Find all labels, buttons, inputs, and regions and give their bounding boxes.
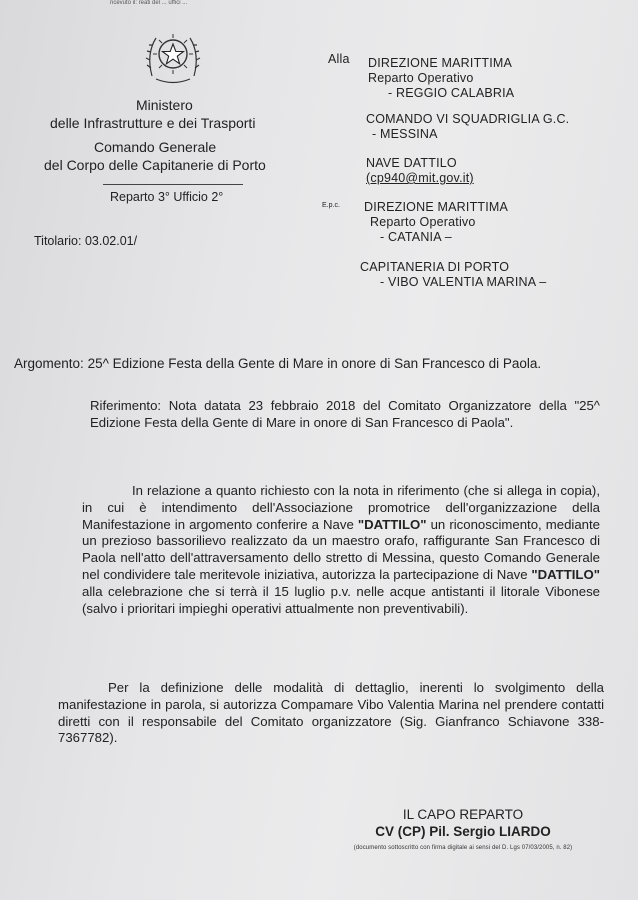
recipient-4-unit: Reparto Operativo	[370, 215, 476, 229]
subject-text: 25^ Edizione Festa della Gente di Mare in onore di San Francesco di Paola.	[87, 356, 542, 371]
italian-republic-emblem-icon	[142, 24, 204, 86]
recipient-4	[364, 200, 508, 245]
titolario-label: Titolario: 03.02.01/	[34, 234, 138, 248]
nave-dattilo-name-2: "DATTILO"	[531, 566, 600, 582]
recipient-1-name: DIREZIONE MARITTIMA	[368, 56, 513, 70]
recipient-5-city: - VIBO VALENTIA MARINA –	[380, 275, 547, 289]
signature-name: CV (CP) Pil. Sergio LIARDO	[375, 824, 551, 839]
paragraph-2-text: Per la definizione delle modalità di dettaglio, inerenti lo svolgimento della manifestazione in parola, si autorizza Compamare Vibo Valentia Marina nel prendere contatti diretti con il responsabile del Comitato organizzatore (Sig. Gianfranco Schiavone 338-7367782).	[58, 680, 604, 746]
recipient-1	[368, 56, 514, 101]
reference-block	[90, 398, 600, 431]
recipient-1-city: - REGGIO CALABRIA	[388, 86, 515, 100]
reference-text: Nota datata 23 febbraio 2018 del Comitato Organizzatore della "25^ Edizione Festa della Gente di Mare in onore di San Francesco di Paola".	[90, 398, 600, 430]
alla-label: Alla	[328, 52, 350, 66]
recipient-3	[366, 156, 474, 186]
recipient-2	[366, 112, 569, 142]
department-label: Reparto 3° Ufficio 2°	[110, 190, 224, 204]
recipient-4-name: DIREZIONE MARITTIMA	[364, 200, 509, 214]
corps-name: del Corpo delle Capitanerie di Porto	[44, 157, 266, 173]
top-strip: ricevuto il: reati del ... uffici ...	[110, 0, 188, 6]
reference-label: Riferimento:	[90, 398, 162, 413]
paragraph-1-text-c: alla celebrazione che si terrà il 15 luglio p.v. nelle acque antistanti il litorale Vibonese (salvo i prioritari impieghi operativi attualmente non preventivabili).	[82, 583, 600, 616]
command-name: Comando Generale	[94, 139, 217, 155]
paragraph-1-text-b: un riconoscimento, mediante un prezioso bassorilievo realizzato da un maestro orafo, raffigurante San Francesco di Paola nell'atto dell'attraversamento dello stretto di Messina, questo Comando Generale nel condividere tale meritevole iniziativa, autorizza la partecipazione di Nave	[82, 516, 601, 582]
nave-dattilo-name: "DATTILO"	[357, 516, 427, 532]
ministry-title: Ministero	[136, 97, 193, 113]
paragraph-1-text-a: In relazione a quanto richiesto con la nota in riferimento (che si allega in copia), in cui è intendimento dell'Associazione promotrice dell'organizzazione della Manifestazione in argomento conferire a Nave	[82, 483, 600, 532]
recipient-3-email: (cp940@mit.gov.it)	[366, 171, 474, 185]
epc-label: E.p.c.	[322, 202, 340, 209]
ministry-full-name: delle Infrastrutture e dei Trasporti	[50, 115, 256, 131]
subject-line	[14, 356, 541, 371]
recipient-3-name: NAVE DATTILO	[366, 156, 457, 170]
recipient-5-name: CAPITANERIA DI PORTO	[360, 260, 510, 274]
recipient-5	[360, 260, 546, 290]
recipient-2-name: COMANDO VI SQUADRIGLIA G.C.	[366, 112, 570, 126]
recipient-2-city: - MESSINA	[372, 127, 438, 141]
subject-label: Argomento:	[14, 356, 84, 371]
signature-title: IL CAPO REPARTO	[402, 807, 524, 822]
heading-divider	[103, 184, 243, 185]
signature-block	[318, 806, 608, 857]
signature-note: (documento sottoscritto con firma digitale ai sensi del D. Lgs 07/03/2005, n. 82)	[353, 845, 573, 851]
body-paragraph-1	[82, 483, 600, 617]
body-paragraph-2	[58, 680, 604, 747]
recipient-1-unit: Reparto Operativo	[368, 71, 474, 85]
recipient-4-city: - CATANIA –	[380, 230, 452, 244]
